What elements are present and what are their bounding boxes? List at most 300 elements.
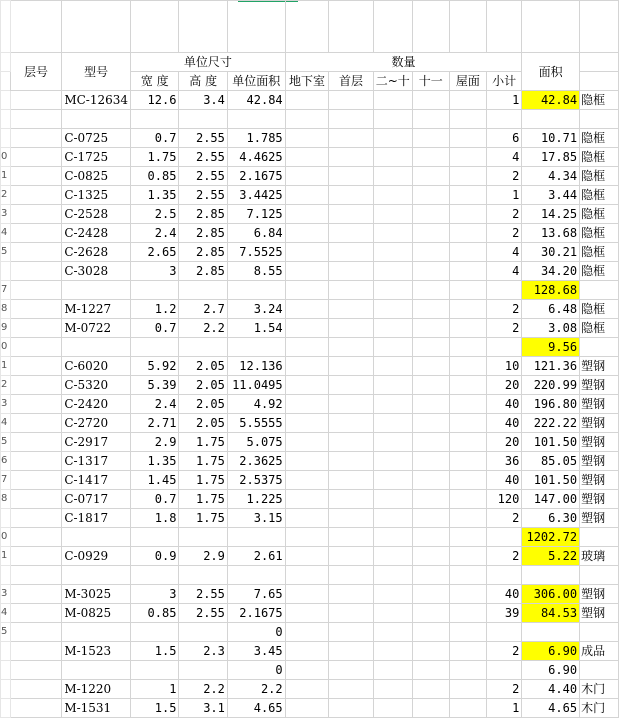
quantity-cell[interactable] [373,243,412,262]
area-cell[interactable]: 13.68 [522,224,580,243]
note-cell[interactable]: 塑钢 [580,376,619,395]
quantity-cell[interactable] [412,148,449,167]
note-cell[interactable]: 隐框 [580,91,619,110]
height-cell[interactable]: 1.75 [179,471,227,490]
model-cell[interactable] [62,281,131,300]
quantity-cell[interactable] [373,642,412,661]
height-cell[interactable]: 3.1 [179,699,227,718]
height-cell[interactable]: 2.2 [179,319,227,338]
grid-cell[interactable] [373,1,412,53]
unit-area-cell[interactable]: 2.2 [227,680,285,699]
quantity-cell[interactable] [373,623,412,642]
note-cell[interactable]: 塑钢 [580,604,619,623]
header-unit-size[interactable]: 单位尺寸 [131,53,286,72]
unit-area-cell[interactable] [227,338,285,357]
area-cell[interactable] [522,566,580,585]
note-cell[interactable] [580,338,619,357]
quantity-cell[interactable] [329,642,373,661]
height-cell[interactable]: 2.2 [179,680,227,699]
unit-area-cell[interactable]: 2.3625 [227,452,285,471]
unit-area-cell[interactable]: 4.92 [227,395,285,414]
area-cell[interactable]: 222.22 [522,414,580,433]
subtotal-cell[interactable]: 2 [487,547,522,566]
note-cell[interactable]: 塑钢 [580,490,619,509]
quantity-cell[interactable] [285,319,329,338]
area-cell[interactable]: 3.44 [522,186,580,205]
quantity-cell[interactable] [373,585,412,604]
unit-area-cell[interactable]: 0 [227,623,285,642]
model-cell[interactable]: C-1417 [62,471,131,490]
quantity-cell[interactable] [449,243,486,262]
quantity-cell[interactable] [329,585,373,604]
quantity-cell[interactable] [449,129,486,148]
quantity-cell[interactable] [329,661,373,680]
model-cell[interactable]: M-1531 [62,699,131,718]
quantity-cell[interactable] [285,376,329,395]
layer-cell[interactable] [10,167,62,186]
layer-cell[interactable] [10,338,62,357]
width-cell[interactable]: 1.75 [131,148,179,167]
quantity-cell[interactable] [285,699,329,718]
width-cell[interactable]: 0.7 [131,319,179,338]
quantity-cell[interactable] [329,319,373,338]
width-cell[interactable]: 2.5 [131,205,179,224]
height-cell[interactable]: 2.85 [179,224,227,243]
height-cell[interactable]: 1.75 [179,509,227,528]
quantity-cell[interactable] [412,91,449,110]
quantity-cell[interactable] [285,300,329,319]
area-cell[interactable]: 85.05 [522,452,580,471]
quantity-cell[interactable] [412,585,449,604]
quantity-cell[interactable] [285,338,329,357]
subtotal-cell[interactable]: 40 [487,585,522,604]
quantity-cell[interactable] [373,547,412,566]
quantity-cell[interactable] [373,224,412,243]
quantity-cell[interactable] [449,281,486,300]
note-cell[interactable]: 隐框 [580,243,619,262]
model-cell[interactable] [62,623,131,642]
unit-area-cell[interactable]: 2.61 [227,547,285,566]
width-cell[interactable] [131,661,179,680]
layer-cell[interactable] [10,357,62,376]
quantity-cell[interactable] [285,604,329,623]
header-roof[interactable]: 屋面 [449,72,486,91]
quantity-cell[interactable] [285,547,329,566]
note-cell[interactable]: 隐框 [580,167,619,186]
width-cell[interactable]: 2.4 [131,395,179,414]
quantity-cell[interactable] [373,414,412,433]
quantity-cell[interactable] [285,623,329,642]
layer-cell[interactable] [10,623,62,642]
quantity-cell[interactable] [412,452,449,471]
height-cell[interactable] [179,623,227,642]
quantity-cell[interactable] [329,148,373,167]
note-cell[interactable]: 隐框 [580,262,619,281]
quantity-cell[interactable] [373,129,412,148]
area-cell[interactable]: 30.21 [522,243,580,262]
height-cell[interactable]: 2.05 [179,395,227,414]
unit-area-cell[interactable]: 6.84 [227,224,285,243]
quantity-cell[interactable] [449,167,486,186]
quantity-cell[interactable] [329,224,373,243]
width-cell[interactable]: 0.7 [131,490,179,509]
model-cell[interactable]: M-3025 [62,585,131,604]
subtotal-cell[interactable]: 4 [487,243,522,262]
quantity-cell[interactable] [329,604,373,623]
quantity-cell[interactable] [412,338,449,357]
height-cell[interactable] [179,528,227,547]
height-cell[interactable]: 2.55 [179,186,227,205]
subtotal-cell[interactable]: 4 [487,148,522,167]
note-cell[interactable]: 隐框 [580,205,619,224]
quantity-cell[interactable] [373,110,412,129]
width-cell[interactable] [131,338,179,357]
quantity-cell[interactable] [449,186,486,205]
quantity-cell[interactable] [285,205,329,224]
subtotal-cell[interactable]: 2 [487,319,522,338]
width-cell[interactable]: 1.35 [131,452,179,471]
subtotal-cell[interactable]: 2 [487,167,522,186]
quantity-cell[interactable] [449,91,486,110]
note-cell[interactable]: 隐框 [580,319,619,338]
quantity-cell[interactable] [449,528,486,547]
header-subtotal[interactable]: 小计 [487,72,522,91]
subtotal-cell[interactable] [487,623,522,642]
quantity-cell[interactable] [373,452,412,471]
header-basement[interactable]: 地下室 [285,72,329,91]
quantity-cell[interactable] [449,414,486,433]
quantity-cell[interactable] [329,452,373,471]
model-cell[interactable]: C-5320 [62,376,131,395]
quantity-cell[interactable] [285,528,329,547]
note-cell[interactable]: 塑钢 [580,509,619,528]
header-model[interactable]: 型号 [62,53,131,91]
model-cell[interactable]: C-1317 [62,452,131,471]
quantity-cell[interactable] [373,433,412,452]
quantity-cell[interactable] [449,357,486,376]
model-cell[interactable]: M-1220 [62,680,131,699]
model-cell[interactable]: M-0825 [62,604,131,623]
quantity-cell[interactable] [449,547,486,566]
subtotal-cell[interactable]: 10 [487,357,522,376]
quantity-cell[interactable] [329,281,373,300]
quantity-cell[interactable] [412,262,449,281]
header-floors-2-10[interactable]: 二~十 [373,72,412,91]
quantity-cell[interactable] [373,167,412,186]
note-cell[interactable] [580,110,619,129]
layer-cell[interactable] [10,300,62,319]
quantity-cell[interactable] [412,566,449,585]
quantity-cell[interactable] [412,547,449,566]
width-cell[interactable]: 3 [131,585,179,604]
model-cell[interactable]: C-2628 [62,243,131,262]
quantity-cell[interactable] [412,300,449,319]
note-cell[interactable]: 塑钢 [580,452,619,471]
quantity-cell[interactable] [285,471,329,490]
height-cell[interactable] [179,338,227,357]
model-cell[interactable]: C-0929 [62,547,131,566]
layer-cell[interactable] [10,566,62,585]
area-cell[interactable]: 101.50 [522,433,580,452]
model-cell[interactable]: C-1325 [62,186,131,205]
quantity-cell[interactable] [449,680,486,699]
height-cell[interactable] [179,661,227,680]
quantity-cell[interactable] [285,357,329,376]
subtotal-cell[interactable]: 2 [487,224,522,243]
header-first-floor[interactable]: 首层 [329,72,373,91]
width-cell[interactable]: 1.8 [131,509,179,528]
quantity-cell[interactable] [412,167,449,186]
quantity-cell[interactable] [412,699,449,718]
grid-cell[interactable] [131,1,179,53]
note-cell[interactable]: 塑钢 [580,433,619,452]
model-cell[interactable] [62,338,131,357]
note-cell[interactable]: 塑钢 [580,414,619,433]
unit-area-cell[interactable]: 1.785 [227,129,285,148]
layer-cell[interactable] [10,91,62,110]
height-cell[interactable]: 1.75 [179,452,227,471]
quantity-cell[interactable] [329,490,373,509]
unit-area-cell[interactable]: 12.136 [227,357,285,376]
subtotal-cell[interactable]: 36 [487,452,522,471]
subtotal-cell[interactable]: 39 [487,604,522,623]
quantity-cell[interactable] [329,680,373,699]
area-cell[interactable]: 10.71 [522,129,580,148]
layer-cell[interactable] [10,281,62,300]
height-cell[interactable]: 2.7 [179,300,227,319]
quantity-cell[interactable] [373,395,412,414]
width-cell[interactable]: 0.85 [131,604,179,623]
height-cell[interactable] [179,566,227,585]
width-cell[interactable]: 5.92 [131,357,179,376]
width-cell[interactable]: 3 [131,262,179,281]
quantity-cell[interactable] [285,129,329,148]
subtotal-cell[interactable]: 40 [487,471,522,490]
quantity-cell[interactable] [412,205,449,224]
quantity-cell[interactable] [373,148,412,167]
quantity-cell[interactable] [329,205,373,224]
model-cell[interactable]: C-2428 [62,224,131,243]
quantity-cell[interactable] [449,338,486,357]
model-cell[interactable]: MC-12634 [62,91,131,110]
width-cell[interactable]: 2.4 [131,224,179,243]
quantity-cell[interactable] [412,528,449,547]
layer-cell[interactable] [10,604,62,623]
width-cell[interactable] [131,110,179,129]
layer-cell[interactable] [10,433,62,452]
quantity-cell[interactable] [412,357,449,376]
unit-area-cell[interactable]: 5.075 [227,433,285,452]
quantity-cell[interactable] [373,699,412,718]
layer-cell[interactable] [10,414,62,433]
subtotal-cell[interactable] [487,110,522,129]
subtotal-cell[interactable]: 2 [487,642,522,661]
unit-area-cell[interactable]: 3.24 [227,300,285,319]
area-cell[interactable]: 3.08 [522,319,580,338]
grid-cell[interactable] [522,1,580,53]
quantity-cell[interactable] [285,642,329,661]
height-cell[interactable]: 2.55 [179,148,227,167]
unit-area-cell[interactable]: 7.5525 [227,243,285,262]
height-cell[interactable]: 2.55 [179,129,227,148]
quantity-cell[interactable] [412,509,449,528]
quantity-cell[interactable] [449,376,486,395]
area-cell[interactable]: 84.53 [522,604,580,623]
quantity-cell[interactable] [373,661,412,680]
area-cell[interactable] [522,110,580,129]
layer-cell[interactable] [10,471,62,490]
quantity-cell[interactable] [285,186,329,205]
quantity-cell[interactable] [373,338,412,357]
note-cell[interactable]: 隐框 [580,300,619,319]
quantity-cell[interactable] [329,433,373,452]
quantity-cell[interactable] [329,471,373,490]
height-cell[interactable]: 1.75 [179,490,227,509]
quantity-cell[interactable] [449,433,486,452]
quantity-cell[interactable] [412,319,449,338]
quantity-cell[interactable] [449,699,486,718]
grid-cell[interactable] [179,1,227,53]
height-cell[interactable]: 2.55 [179,167,227,186]
grid-cell[interactable] [62,1,131,53]
area-cell[interactable]: 101.50 [522,471,580,490]
subtotal-cell[interactable]: 1 [487,186,522,205]
quantity-cell[interactable] [412,281,449,300]
grid-cell[interactable] [285,1,329,53]
layer-cell[interactable] [10,205,62,224]
subtotal-cell[interactable] [487,338,522,357]
model-cell[interactable]: M-0722 [62,319,131,338]
subtotal-cell[interactable]: 120 [487,490,522,509]
quantity-cell[interactable] [449,262,486,281]
quantity-cell[interactable] [285,110,329,129]
note-cell[interactable] [580,566,619,585]
subtotal-cell[interactable]: 2 [487,300,522,319]
quantity-cell[interactable] [449,471,486,490]
width-cell[interactable] [131,623,179,642]
quantity-cell[interactable] [329,395,373,414]
width-cell[interactable]: 1.5 [131,699,179,718]
unit-area-cell[interactable]: 1.225 [227,490,285,509]
quantity-cell[interactable] [329,509,373,528]
quantity-cell[interactable] [285,433,329,452]
grid-cell[interactable] [227,1,285,53]
height-cell[interactable]: 2.85 [179,243,227,262]
area-cell[interactable]: 5.22 [522,547,580,566]
quantity-cell[interactable] [412,186,449,205]
unit-area-cell[interactable]: 7.125 [227,205,285,224]
quantity-cell[interactable] [412,642,449,661]
width-cell[interactable] [131,528,179,547]
quantity-cell[interactable] [449,509,486,528]
quantity-cell[interactable] [329,414,373,433]
quantity-cell[interactable] [412,661,449,680]
quantity-cell[interactable] [412,414,449,433]
unit-area-cell[interactable]: 2.1675 [227,604,285,623]
quantity-cell[interactable] [449,300,486,319]
model-cell[interactable]: C-1725 [62,148,131,167]
layer-cell[interactable] [10,129,62,148]
grid-cell[interactable] [580,1,619,53]
quantity-cell[interactable] [373,490,412,509]
width-cell[interactable]: 0.85 [131,167,179,186]
note-cell[interactable] [580,528,619,547]
area-cell[interactable]: 4.34 [522,167,580,186]
quantity-cell[interactable] [329,167,373,186]
quantity-cell[interactable] [285,395,329,414]
quantity-cell[interactable] [449,490,486,509]
height-cell[interactable]: 2.05 [179,376,227,395]
quantity-cell[interactable] [329,547,373,566]
subtotal-cell[interactable] [487,661,522,680]
quantity-cell[interactable] [373,281,412,300]
unit-area-cell[interactable]: 3.4425 [227,186,285,205]
quantity-cell[interactable] [285,224,329,243]
height-cell[interactable]: 1.75 [179,433,227,452]
layer-cell[interactable] [10,661,62,680]
quantity-cell[interactable] [329,338,373,357]
quantity-cell[interactable] [285,566,329,585]
quantity-cell[interactable] [412,243,449,262]
unit-area-cell[interactable]: 2.1675 [227,167,285,186]
quantity-cell[interactable] [449,585,486,604]
quantity-cell[interactable] [373,680,412,699]
area-cell[interactable]: 14.25 [522,205,580,224]
unit-area-cell[interactable]: 4.4625 [227,148,285,167]
area-cell[interactable]: 220.99 [522,376,580,395]
width-cell[interactable]: 2.65 [131,243,179,262]
width-cell[interactable] [131,281,179,300]
layer-cell[interactable] [10,262,62,281]
note-cell[interactable]: 塑钢 [580,585,619,604]
layer-cell[interactable] [10,186,62,205]
area-cell[interactable]: 147.00 [522,490,580,509]
quantity-cell[interactable] [412,471,449,490]
width-cell[interactable]: 1 [131,680,179,699]
unit-area-cell[interactable] [227,528,285,547]
grid-cell[interactable] [580,72,619,91]
area-cell[interactable]: 9.56 [522,338,580,357]
area-cell[interactable]: 306.00 [522,585,580,604]
quantity-cell[interactable] [449,661,486,680]
subtotal-cell[interactable]: 6 [487,129,522,148]
width-cell[interactable]: 2.71 [131,414,179,433]
height-cell[interactable]: 2.55 [179,585,227,604]
quantity-cell[interactable] [285,281,329,300]
unit-area-cell[interactable]: 2.5375 [227,471,285,490]
unit-area-cell[interactable] [227,281,285,300]
unit-area-cell[interactable]: 0 [227,661,285,680]
quantity-cell[interactable] [449,604,486,623]
layer-cell[interactable] [10,528,62,547]
quantity-cell[interactable] [329,262,373,281]
area-cell[interactable]: 6.48 [522,300,580,319]
area-cell[interactable]: 196.80 [522,395,580,414]
model-cell[interactable]: C-2528 [62,205,131,224]
area-cell[interactable]: 6.30 [522,509,580,528]
note-cell[interactable]: 玻璃 [580,547,619,566]
model-cell[interactable]: C-2420 [62,395,131,414]
model-cell[interactable]: C-1817 [62,509,131,528]
quantity-cell[interactable] [373,604,412,623]
model-cell[interactable]: C-6020 [62,357,131,376]
subtotal-cell[interactable]: 20 [487,433,522,452]
quantity-cell[interactable] [373,509,412,528]
model-cell[interactable]: C-0725 [62,129,131,148]
subtotal-cell[interactable]: 2 [487,205,522,224]
unit-area-cell[interactable]: 4.65 [227,699,285,718]
height-cell[interactable] [179,281,227,300]
